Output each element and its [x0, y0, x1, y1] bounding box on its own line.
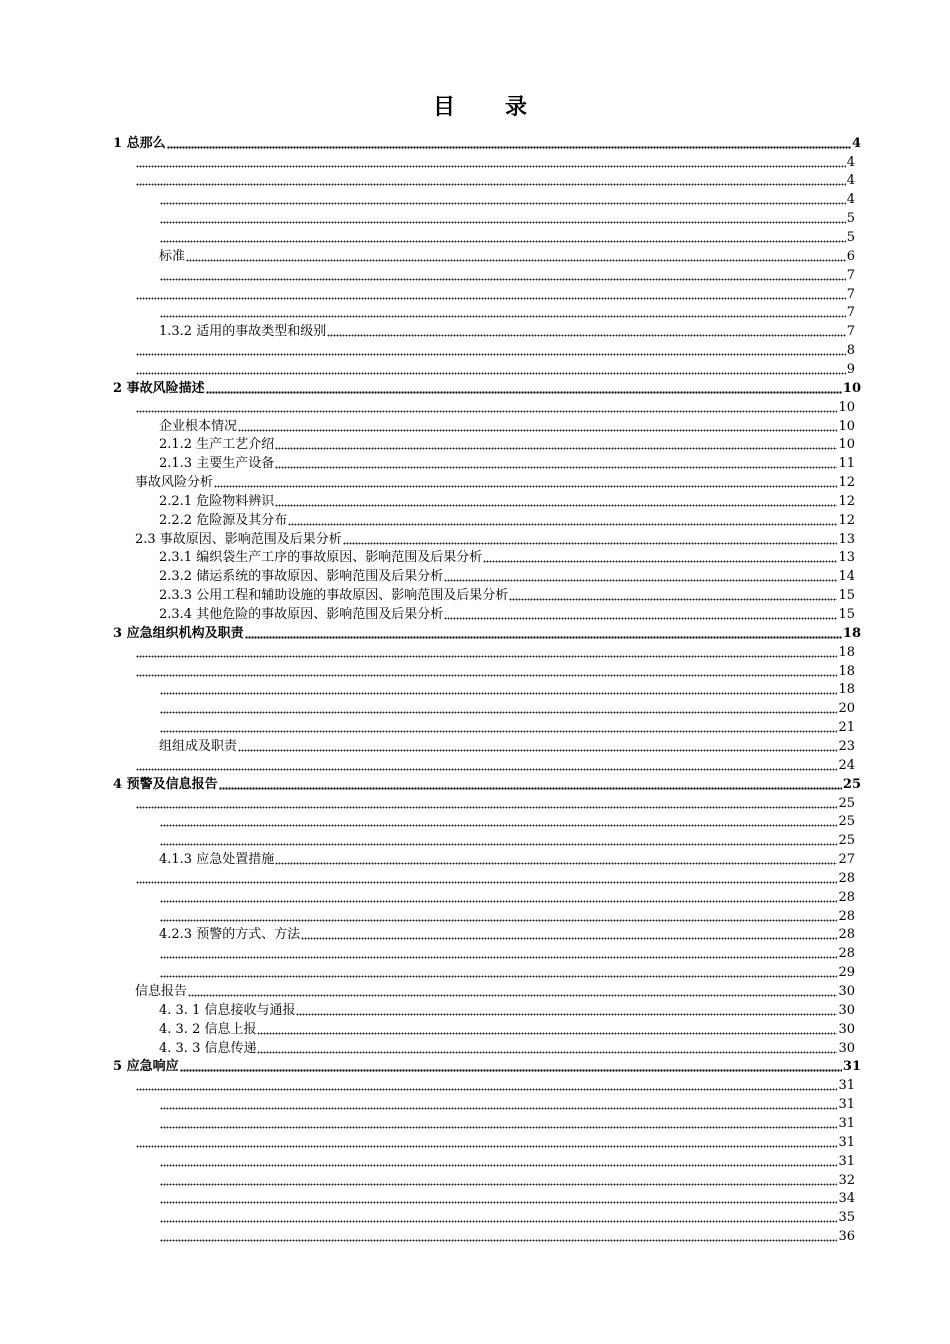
dot-leader — [275, 438, 837, 450]
toc-entry-level-3[interactable] — [159, 886, 855, 905]
toc-entry-page-number: 4 — [846, 192, 855, 208]
toc-entry-text: 2.2.1 危险物料辨识 — [159, 493, 275, 509]
toc-entry-page-number: 21 — [838, 720, 855, 736]
dot-leader — [257, 1023, 837, 1035]
toc-entry-level-3[interactable] — [159, 584, 855, 603]
dot-leader — [296, 1004, 837, 1016]
dot-leader — [214, 476, 837, 488]
toc-entry-page-number: 29 — [838, 965, 855, 981]
dot-leader — [238, 420, 837, 432]
toc-entry-text: 4.2.3 预警的方式、方法 — [159, 927, 301, 943]
dot-leader — [188, 985, 837, 997]
toc-entry-level-2[interactable] — [135, 283, 855, 302]
toc-entry-text: 2.3.1 编织袋生产工序的事故原因、影响范围及后果分析 — [159, 550, 483, 566]
dot-leader — [136, 156, 846, 168]
toc-entry-level-2[interactable] — [135, 980, 855, 999]
toc-entry-page-number: 13 — [838, 550, 855, 566]
toc-entry-level-3[interactable] — [159, 603, 855, 622]
toc-entry-page-number: 18 — [838, 682, 855, 698]
dot-leader — [160, 1192, 837, 1204]
dot-leader — [167, 137, 851, 149]
toc-entry-level-3[interactable] — [159, 679, 855, 698]
toc-entry-level-3[interactable] — [159, 245, 855, 264]
dot-leader — [275, 495, 837, 507]
toc-entry-level-2[interactable] — [135, 471, 855, 490]
dot-leader — [257, 1042, 837, 1054]
toc-entry-page-number: 4 — [846, 173, 855, 189]
dot-leader — [136, 797, 837, 809]
toc-entry-page-number: 24 — [838, 757, 855, 773]
toc-entry-page-number: 35 — [838, 1210, 855, 1226]
dot-leader — [275, 457, 837, 469]
toc-entry-level-3[interactable] — [159, 735, 855, 754]
toc-entry-text: 信息报告 — [135, 984, 188, 1000]
toc-entry-page-number: 31 — [838, 1134, 855, 1150]
toc-title: 目 录 — [432, 94, 541, 120]
toc-entry-level-3[interactable] — [159, 226, 855, 245]
toc-entry-page-number: 28 — [838, 870, 855, 886]
dot-leader — [180, 1060, 842, 1072]
dot-leader — [136, 665, 837, 677]
toc-entry-page-number: 5 — [846, 230, 855, 246]
toc-entry-page-number: 20 — [838, 701, 855, 717]
toc-entry-page-number: 10 — [842, 380, 861, 396]
toc-entry-level-2[interactable] — [135, 792, 855, 811]
toc-entry-level-3[interactable] — [159, 924, 855, 943]
toc-entry-page-number: 8 — [846, 343, 855, 359]
dot-leader — [288, 514, 837, 526]
toc-entry-page-number: 9 — [846, 361, 855, 377]
toc-entry-level-3[interactable] — [159, 1225, 855, 1244]
dot-leader — [160, 231, 846, 243]
toc-entry-level-3[interactable] — [159, 264, 855, 283]
toc-entry-level-3[interactable] — [159, 566, 855, 585]
toc-entry-level-3[interactable] — [159, 829, 855, 848]
toc-entry-level-1[interactable] — [113, 773, 861, 792]
toc-entry-level-3[interactable] — [159, 1206, 855, 1225]
toc-entry-level-3[interactable] — [159, 999, 855, 1018]
toc-entry-text: 5 应急响应 — [113, 1059, 179, 1075]
toc-entry-level-3[interactable] — [159, 961, 855, 980]
toc-entry-page-number: 14 — [838, 569, 855, 585]
toc-entry-page-number: 5 — [846, 211, 855, 227]
toc-entry-level-2[interactable] — [135, 339, 855, 358]
toc-entry-page-number: 7 — [846, 305, 855, 321]
toc-entry-page-number: 13 — [838, 531, 855, 547]
toc-entry-level-3[interactable] — [159, 452, 855, 471]
dot-leader — [136, 872, 837, 884]
dot-leader — [160, 966, 837, 978]
toc-entry-level-2[interactable] — [135, 396, 855, 415]
toc-entry-text: 2.2.2 危险源及其分布 — [159, 512, 288, 528]
toc-entry-page-number: 28 — [838, 889, 855, 905]
dot-leader — [136, 174, 846, 186]
toc-entry-page-number: 31 — [838, 1078, 855, 1094]
toc-entry-text: 2 事故风险描述 — [113, 380, 205, 396]
toc-entry-page-number: 30 — [838, 1021, 855, 1037]
toc-entry-level-2[interactable] — [135, 867, 855, 886]
dot-leader — [136, 401, 837, 413]
toc-entry-level-3[interactable] — [159, 716, 855, 735]
toc-entry-text: 2.3 事故原因、影响范围及后果分析 — [135, 531, 342, 547]
dot-leader — [238, 740, 837, 752]
toc-entry-level-3[interactable] — [159, 1018, 855, 1037]
dot-leader — [160, 1117, 837, 1129]
toc-entry-page-number: 30 — [838, 1040, 855, 1056]
dot-leader — [444, 608, 837, 620]
toc-entry-page-number: 7 — [846, 267, 855, 283]
toc-entry-level-2[interactable] — [135, 358, 855, 377]
dot-leader — [136, 759, 837, 771]
dot-leader — [160, 947, 837, 959]
toc-entry-page-number: 10 — [838, 399, 855, 415]
dot-leader — [136, 646, 837, 658]
toc-entry-text: 1.3.2 适用的事故类型和级别 — [159, 324, 327, 340]
toc-entry-text: 企业根本情况 — [159, 418, 238, 434]
toc-entry-page-number: 27 — [838, 852, 855, 868]
toc-entry-level-3[interactable] — [159, 1037, 855, 1056]
toc-entry-level-2[interactable] — [135, 1075, 855, 1094]
toc-entry-level-3[interactable] — [159, 1188, 855, 1207]
toc-entry-page-number: 4 — [851, 135, 861, 151]
dot-leader — [206, 382, 842, 394]
toc-entry-page-number: 15 — [838, 607, 855, 623]
toc-entry-level-2[interactable] — [135, 754, 855, 773]
dot-leader — [160, 1230, 837, 1242]
toc-entry-page-number: 31 — [842, 1059, 861, 1075]
toc-entry-text: 2.3.4 其他危险的事故原因、影响范围及后果分析 — [159, 607, 444, 623]
toc-entry-level-2[interactable] — [135, 151, 855, 170]
dot-leader — [343, 533, 838, 545]
toc-entry-text: 4. 3. 2 信息上报 — [159, 1021, 257, 1037]
toc-entry-page-number: 23 — [838, 738, 855, 754]
toc-entry-page-number: 36 — [838, 1229, 855, 1245]
dot-leader — [160, 683, 837, 695]
toc-entry-page-number: 10 — [838, 437, 855, 453]
dot-leader — [160, 702, 837, 714]
dot-leader — [160, 1155, 837, 1167]
toc-entry-level-3[interactable] — [159, 905, 855, 924]
toc-entry-level-3[interactable] — [159, 1169, 855, 1188]
toc-entry-level-3[interactable] — [159, 1112, 855, 1131]
toc-entry-page-number: 31 — [838, 1097, 855, 1113]
dot-leader — [275, 853, 837, 865]
toc-entry-level-1[interactable] — [113, 622, 861, 641]
toc-entry-page-number: 31 — [838, 1153, 855, 1169]
toc-entry-level-2[interactable] — [135, 660, 855, 679]
toc-entry-page-number: 31 — [838, 1115, 855, 1131]
toc-entry-page-number: 11 — [838, 456, 855, 472]
dot-leader — [160, 1211, 837, 1223]
dot-leader — [444, 570, 837, 582]
toc-entry-level-3[interactable] — [159, 943, 855, 962]
toc-entry-level-3[interactable] — [159, 547, 855, 566]
dot-leader — [245, 627, 842, 639]
toc-entry-level-3[interactable] — [159, 415, 855, 434]
toc-entry-level-3[interactable] — [159, 321, 855, 340]
dot-leader — [160, 193, 846, 205]
toc-entry-text: 4. 3. 3 信息传递 — [159, 1040, 257, 1056]
toc-entry-level-1[interactable] — [113, 1056, 861, 1075]
toc-entry-text: 标准 — [159, 248, 186, 264]
toc-entry-page-number: 12 — [838, 512, 855, 528]
dot-leader — [160, 1174, 837, 1186]
toc-entry-level-2[interactable] — [135, 1131, 855, 1150]
toc-entry-page-number: 30 — [838, 984, 855, 1000]
dot-leader — [160, 1098, 837, 1110]
dot-leader — [509, 589, 837, 601]
toc-entry-text: 4. 3. 1 信息接收与通报 — [159, 1002, 296, 1018]
dot-leader — [160, 212, 846, 224]
dot-leader — [327, 325, 846, 337]
toc-entry-level-3[interactable] — [159, 302, 855, 321]
toc-entry-text: 事故风险分析 — [135, 475, 214, 491]
toc-entry-page-number: 25 — [838, 795, 855, 811]
dot-leader — [136, 344, 846, 356]
toc-entry-page-number: 4 — [846, 154, 855, 170]
toc-entry-level-3[interactable] — [159, 490, 855, 509]
toc-entry-page-number: 25 — [838, 814, 855, 830]
dot-leader — [160, 891, 837, 903]
toc-entry-page-number: 15 — [838, 588, 855, 604]
toc-entry-page-number: 34 — [838, 1191, 855, 1207]
toc-entry-page-number: 7 — [846, 286, 855, 302]
toc-entry-level-3[interactable] — [159, 207, 855, 226]
toc-entry-page-number: 6 — [846, 248, 855, 264]
toc-entry-page-number: 28 — [838, 946, 855, 962]
dot-leader — [136, 1136, 837, 1148]
toc-entry-level-3[interactable] — [159, 811, 855, 830]
toc-entry-level-3[interactable] — [159, 189, 855, 208]
toc-entry-page-number: 18 — [838, 644, 855, 660]
dot-leader — [160, 834, 837, 846]
toc-entry-page-number: 28 — [838, 908, 855, 924]
toc-entry-text: 2.1.3 主要生产设备 — [159, 456, 275, 472]
dot-leader — [160, 815, 837, 827]
dot-leader — [160, 910, 837, 922]
toc-entry-text: 3 应急组织机构及职责 — [113, 625, 244, 641]
toc-entry-level-2[interactable] — [135, 528, 855, 547]
toc-entry-page-number: 12 — [838, 493, 855, 509]
dot-leader — [160, 306, 846, 318]
toc-entry-level-1[interactable] — [113, 132, 861, 151]
dot-leader — [483, 551, 837, 563]
toc-entry-level-2[interactable] — [135, 641, 855, 660]
toc-entry-page-number: 12 — [838, 475, 855, 491]
toc-entry-text: 2.1.2 生产工艺介绍 — [159, 437, 275, 453]
toc-entry-level-1[interactable] — [113, 377, 861, 396]
toc-entry-text: 2.3.3 公用工程和辅助设施的事故原因、影响范围及后果分析 — [159, 588, 509, 604]
toc-entry-page-number: 32 — [838, 1172, 855, 1188]
toc-entry-level-3[interactable] — [159, 698, 855, 717]
toc-entry-page-number: 18 — [838, 663, 855, 679]
toc-entry-level-3[interactable] — [159, 1093, 855, 1112]
toc-entry-text: 4 预警及信息报告 — [113, 776, 218, 792]
toc-entry-level-3[interactable] — [159, 509, 855, 528]
dot-leader — [160, 269, 846, 281]
toc-entry-level-2[interactable] — [135, 170, 855, 189]
dot-leader — [301, 928, 837, 940]
dot-leader — [136, 1079, 837, 1091]
toc-entry-page-number: 7 — [846, 324, 855, 340]
toc-entry-page-number: 25 — [842, 776, 861, 792]
dot-leader — [160, 721, 837, 733]
toc-entry-page-number: 18 — [842, 625, 861, 641]
toc-entry-page-number: 10 — [838, 418, 855, 434]
toc-entry-page-number: 30 — [838, 1002, 855, 1018]
dot-leader — [186, 250, 846, 262]
dot-leader — [136, 288, 846, 300]
toc-entry-text: 组组成及职责 — [159, 738, 238, 754]
dot-leader — [219, 778, 842, 790]
dot-leader — [136, 363, 846, 375]
toc-entry-level-3[interactable] — [159, 434, 855, 453]
toc-entry-page-number: 28 — [838, 927, 855, 943]
toc-entry-text: 1 总那么 — [113, 135, 166, 151]
toc-entry-level-3[interactable] — [159, 1150, 855, 1169]
toc-entry-page-number: 25 — [838, 833, 855, 849]
toc-entry-text: 2.3.2 储运系统的事故原因、影响范围及后果分析 — [159, 569, 444, 585]
toc-entry-text: 4.1.3 应急处置措施 — [159, 852, 275, 868]
toc-entry-level-3[interactable] — [159, 848, 855, 867]
